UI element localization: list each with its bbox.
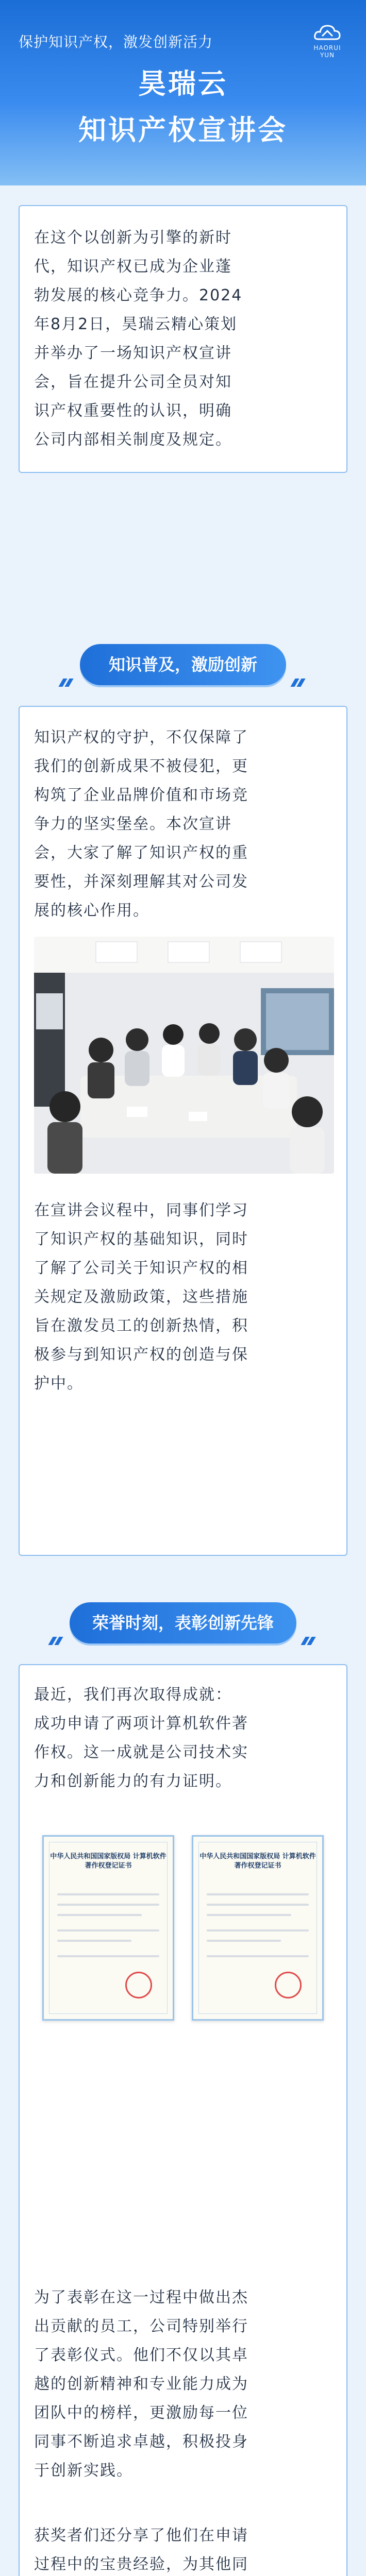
text-line: 知识产权的守护，不仅保障了 bbox=[34, 728, 248, 747]
text-line: 越的创新精神和专业能力成为 bbox=[34, 2375, 248, 2393]
section2-paragraph-1 bbox=[34, 1681, 334, 1796]
text-line: 获奖者们还分享了他们在申请 bbox=[34, 2527, 248, 2545]
section-heading-knowledge bbox=[80, 644, 286, 685]
text-line: 在宣讲会议程中，同事们学习 bbox=[34, 1201, 248, 1219]
text-line: 了知识产权的基础知识，同时 bbox=[34, 1230, 248, 1248]
section-heading-label: 知识普及，激励创新 bbox=[108, 655, 257, 674]
text-line: 过程中的宝贵经验，为其他同 bbox=[34, 2555, 248, 2573]
text-line: 成功申请了两项计算机软件著 bbox=[34, 1715, 248, 1733]
text-line: 同事不断追求卓越，积极投身 bbox=[34, 2433, 248, 2451]
cloud-logo-icon bbox=[313, 23, 342, 43]
text-line: 作权。这一成就是公司技术实 bbox=[34, 1743, 248, 1761]
text-line: 并举办了一场知识产权宣讲 bbox=[34, 344, 232, 362]
text-line: 代，知识产权已成为企业蓬 bbox=[34, 258, 232, 276]
certificate-title: 中华人民共和国国家版权局 计算机软件著作权登记证书 bbox=[199, 1853, 316, 1870]
page-title-company: 昊瑞云 bbox=[138, 67, 228, 100]
stripe-decoration-icon bbox=[59, 660, 75, 669]
section2-paragraph-3 bbox=[34, 2521, 334, 2576]
text-line: 力和创新能力的有力证明。 bbox=[34, 1772, 232, 1790]
company-logo bbox=[309, 23, 345, 59]
section1-card bbox=[19, 706, 347, 1556]
copyright-certificate-1 bbox=[42, 1835, 174, 2021]
section2-card bbox=[19, 1664, 347, 2576]
stripe-decoration-icon bbox=[302, 1619, 317, 1627]
section1-paragraph-1 bbox=[34, 723, 334, 925]
text-line: 勃发展的核心竞争力。2024 bbox=[34, 286, 243, 304]
text-line: 为了表彰在这一过程中做出杰 bbox=[34, 2289, 248, 2307]
text-line: 出贡献的员工，公司特别举行 bbox=[34, 2317, 248, 2335]
red-seal-icon bbox=[275, 1972, 302, 1998]
text-line: 团队中的榜样，更激励每一位 bbox=[34, 2404, 248, 2422]
text-line: 构筑了企业品牌价值和市场竞 bbox=[34, 786, 248, 804]
text-line: 公司内部相关制度及规定。 bbox=[34, 431, 232, 449]
red-seal-icon bbox=[125, 1972, 152, 1998]
intro-card bbox=[19, 205, 347, 473]
section-heading-label: 荣誉时刻，表彰创新先锋 bbox=[92, 1613, 274, 1633]
text-line: 识产权重要性的认识，明确 bbox=[34, 402, 232, 420]
text-line: 我们的创新成果不被侵犯，更 bbox=[34, 757, 248, 775]
text-line: 了解了公司关于知识产权的相 bbox=[34, 1259, 248, 1277]
text-line: 在这个以创新为引擎的新时 bbox=[34, 229, 232, 247]
text-line: 年8月2日，昊瑞云精心策划 bbox=[34, 315, 238, 333]
copyright-certificate-2 bbox=[192, 1835, 324, 2021]
text-line: 极参与到知识产权的创造与保 bbox=[34, 1346, 248, 1364]
stripe-decoration-icon bbox=[291, 660, 307, 669]
logo-text: HAORUI YUN bbox=[313, 44, 341, 59]
meeting-photo-image bbox=[34, 937, 334, 1174]
text-line: 护中。 bbox=[34, 1375, 84, 1393]
intro-paragraph bbox=[34, 224, 334, 454]
section1-paragraph-2 bbox=[34, 1196, 334, 1398]
text-line: 于创新实践。 bbox=[34, 2462, 133, 2480]
text-line: 会，旨在提升公司全员对知 bbox=[34, 373, 232, 391]
meeting-photo bbox=[34, 937, 334, 1174]
stripe-decoration-icon bbox=[49, 1619, 64, 1627]
text-line: 旨在激发员工的创新热情，积 bbox=[34, 1317, 248, 1335]
text-line: 会，大家了解了知识产权的重 bbox=[34, 844, 248, 862]
text-line: 争力的坚实堡垒。本次宣讲 bbox=[34, 815, 232, 833]
text-line: 最近，我们再次取得成就： bbox=[34, 1686, 232, 1704]
header-tagline: 保护知识产权，激发创新活力 bbox=[19, 33, 213, 50]
header-banner bbox=[0, 0, 366, 185]
text-line: 展的核心作用。 bbox=[34, 902, 149, 920]
section2-paragraph-2 bbox=[34, 2283, 334, 2485]
certificate-title: 中华人民共和国国家版权局 计算机软件著作权登记证书 bbox=[50, 1853, 167, 1870]
section-heading-honor bbox=[70, 1602, 296, 1643]
text-line: 了表彰仪式。他们不仅以其卓 bbox=[34, 2346, 248, 2364]
page-title-event: 知识产权宣讲会 bbox=[78, 114, 288, 146]
text-line: 要性，并深刻理解其对公司发 bbox=[34, 873, 248, 891]
text-line: 关规定及激励政策，这些措施 bbox=[34, 1288, 248, 1306]
